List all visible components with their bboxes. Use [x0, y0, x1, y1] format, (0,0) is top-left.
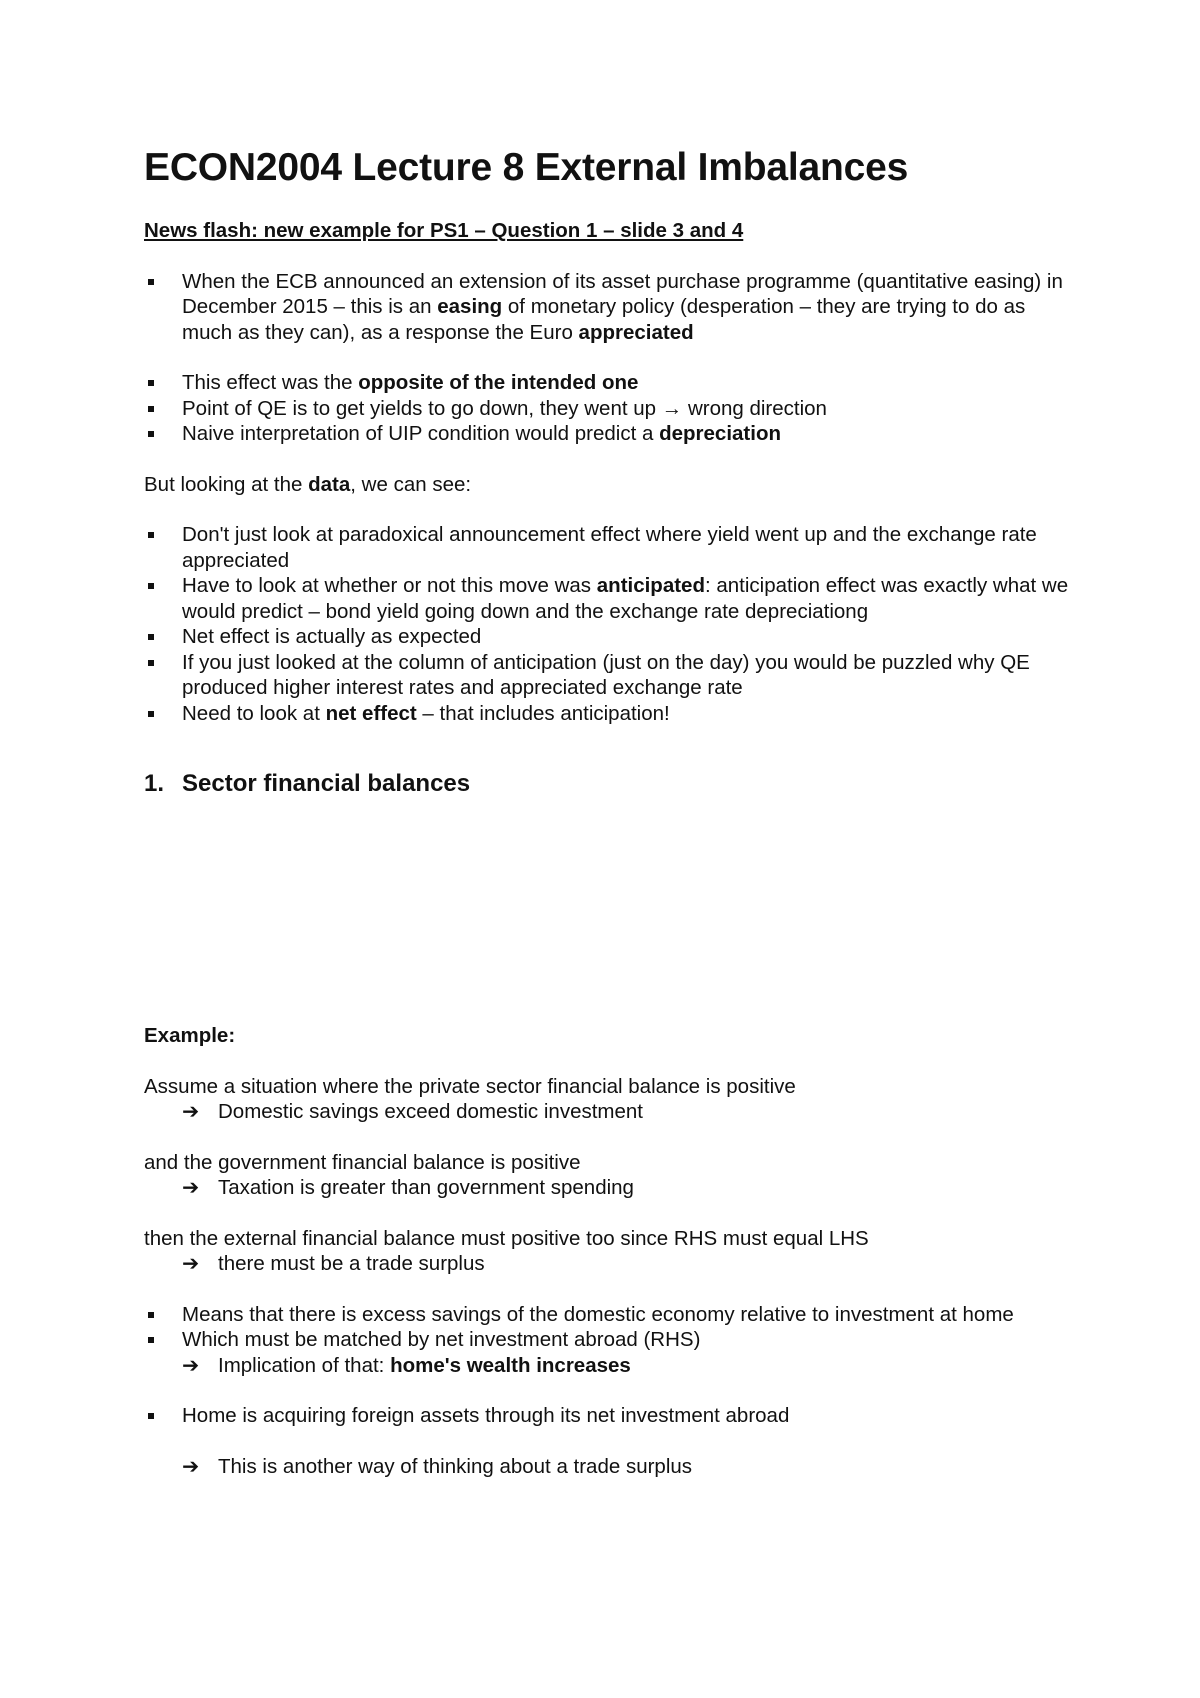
- document-content: [144, 142, 1074, 1479]
- section-heading-sector-balances: 1. Sector financial balances: [144, 770, 471, 797]
- list-item: When the ECB announced an extension of its asset purchase programme (quantitative easing) in December 2015 – this is an easing of monetary policy (desperation – they are trying to do as much as they can), as a response the Euro appreciated: [144, 269, 1074, 346]
- bullet-list-data: [144, 522, 1074, 726]
- arrow-right-icon: ➔: [182, 1252, 200, 1275]
- bullet-list-ecb: [144, 269, 1074, 346]
- list-item: Means that there is excess savings of the domestic economy relative to investment at home: [144, 1302, 1074, 1328]
- arrow-item: ➔ This is another way of thinking about a trade surplus: [182, 1454, 693, 1478]
- arrow-right-icon: ➔: [182, 1100, 200, 1123]
- arrow-item: ➔ Taxation is greater than government spending: [182, 1176, 634, 1199]
- list-item: Net effect is actually as expected: [144, 624, 1074, 650]
- list-item: Have to look at whether or not this move was anticipated: anticipation effect was exactly what we would predict – bond yield going down and the exchange rate depreciationg: [144, 573, 1074, 624]
- arrow-item: ➔ Implication of that: home's wealth increases: [182, 1353, 631, 1377]
- arrow-item: ➔ there must be a trade surplus: [182, 1252, 485, 1275]
- arrow-right-icon: ➔: [182, 1176, 200, 1199]
- list-item: If you just looked at the column of anticipation (just on the day) you would be puzzled why QE produced higher interest rates and appreciated exchange rate: [144, 650, 1074, 701]
- bullet-list-home: [144, 1403, 1074, 1429]
- data-intro-paragraph: But looking at the data, we can see:: [144, 472, 472, 496]
- list-item: Don't just look at paradoxical announcement effect where yield went up and the exchange rate appreciated: [144, 522, 1074, 573]
- list-item: Naive interpretation of UIP condition would predict a depreciation: [144, 421, 1074, 447]
- list-item: Point of QE is to get yields to go down, they went up → wrong direction: [144, 396, 1074, 422]
- example-label: Example:: [144, 1024, 236, 1047]
- arrow-item: ➔ Domestic savings exceed domestic investment: [182, 1100, 643, 1123]
- list-item: Home is acquiring foreign assets through its net investment abroad: [144, 1403, 1074, 1429]
- arrow-right-icon: ➔: [182, 1353, 200, 1377]
- example-line-government: and the government financial balance is positive: [144, 1150, 581, 1174]
- example-line-external: then the external financial balance must positive too since RHS must equal LHS: [144, 1226, 869, 1250]
- bullet-list-effect: [144, 370, 1074, 447]
- list-item: Which must be matched by net investment abroad (RHS): [144, 1327, 1074, 1353]
- list-item: This effect was the opposite of the intended one: [144, 370, 1074, 396]
- blank-space: [144, 799, 1074, 1023]
- arrow-right-icon: ➔: [182, 1454, 200, 1478]
- page-title: ECON2004 Lecture 8 External Imbalances: [144, 146, 909, 189]
- list-item: Need to look at net effect – that includes anticipation!: [144, 701, 1074, 727]
- bullet-list-savings: [144, 1302, 1074, 1353]
- news-flash-heading: News flash: new example for PS1 – Question 1 – slide 3 and 4: [144, 219, 744, 242]
- example-line-private: Assume a situation where the private sector financial balance is positive: [144, 1074, 796, 1098]
